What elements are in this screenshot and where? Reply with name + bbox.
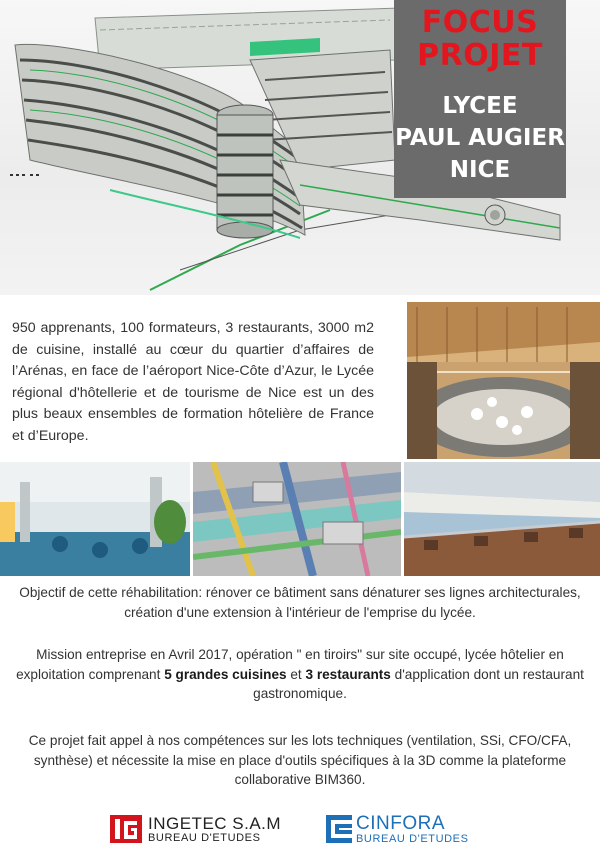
project-name-line1: LYCEE bbox=[442, 93, 518, 119]
mission-highlight-kitchens: 5 grandes cuisines bbox=[164, 666, 287, 682]
restaurant-terrace-photo bbox=[404, 462, 600, 576]
mission-paragraph bbox=[16, 645, 584, 704]
ingetec-subtitle: BUREAU D'ETUDES bbox=[148, 831, 261, 844]
project-name-line2: PAUL AUGIER bbox=[395, 125, 565, 151]
ingetec-name: INGETEC S.A.M bbox=[148, 813, 282, 833]
mission-text-2: et bbox=[286, 666, 306, 682]
bim-mep-model-photo bbox=[193, 462, 401, 576]
competences-paragraph: Ce projet fait appel à nos compétences sur les lots techniques (ventilation, SSi, CFO/CFA, synthèse) et nécessite la mise en place d'outils spécifiques à la 3D comme la plateforme collaborative BIM360. bbox=[28, 733, 572, 787]
cinfora-logo bbox=[324, 812, 469, 846]
focus-word: FOCUS bbox=[421, 5, 539, 40]
hero-bim-model bbox=[0, 0, 600, 295]
mission-text-3: d'application dont un restaurant gastronomique. bbox=[253, 666, 584, 701]
objective-paragraph: Objectif de cette réhabilitation: rénover ce bâtiment sans dénaturer ses lignes architecturales, création d'une extension à l'intérieur de l'emprise du lycée. bbox=[19, 585, 581, 620]
projet-word: PROJET bbox=[417, 38, 543, 73]
ingetec-logo bbox=[110, 812, 281, 846]
cinfora-name: CINFORA bbox=[356, 812, 445, 834]
intro-paragraph: 950 apprenants, 100 formateurs, 3 restaurants, 3000 m2 de cuisine, installé au cœur du quartier d’affaires de l’Arénas, en face de l’aéroport Nice-Côte d’Azur, le Lycée régional d'hôtellerie et de tourisme de Nice est un des plus beaux ensembles de formation hôtelière de France et d’Europe. bbox=[12, 320, 374, 444]
mission-text-1: Mission entreprise en Avril 2017, opération " en tiroirs" sur site occupé, lycée hôtelier en exploitation comprenant bbox=[16, 647, 564, 682]
project-name-line3: NICE bbox=[449, 157, 511, 183]
ingetec-logo-icon bbox=[110, 813, 144, 845]
cinfora-subtitle: BUREAU D'ETUDES bbox=[356, 832, 469, 845]
cinfora-logo-icon bbox=[324, 813, 354, 845]
lobby-lounge-photo bbox=[0, 462, 190, 576]
focus-projet-title-box bbox=[394, 0, 566, 198]
atrium-interior-photo bbox=[407, 302, 600, 459]
mission-highlight-restaurants: 3 restaurants bbox=[305, 666, 391, 682]
